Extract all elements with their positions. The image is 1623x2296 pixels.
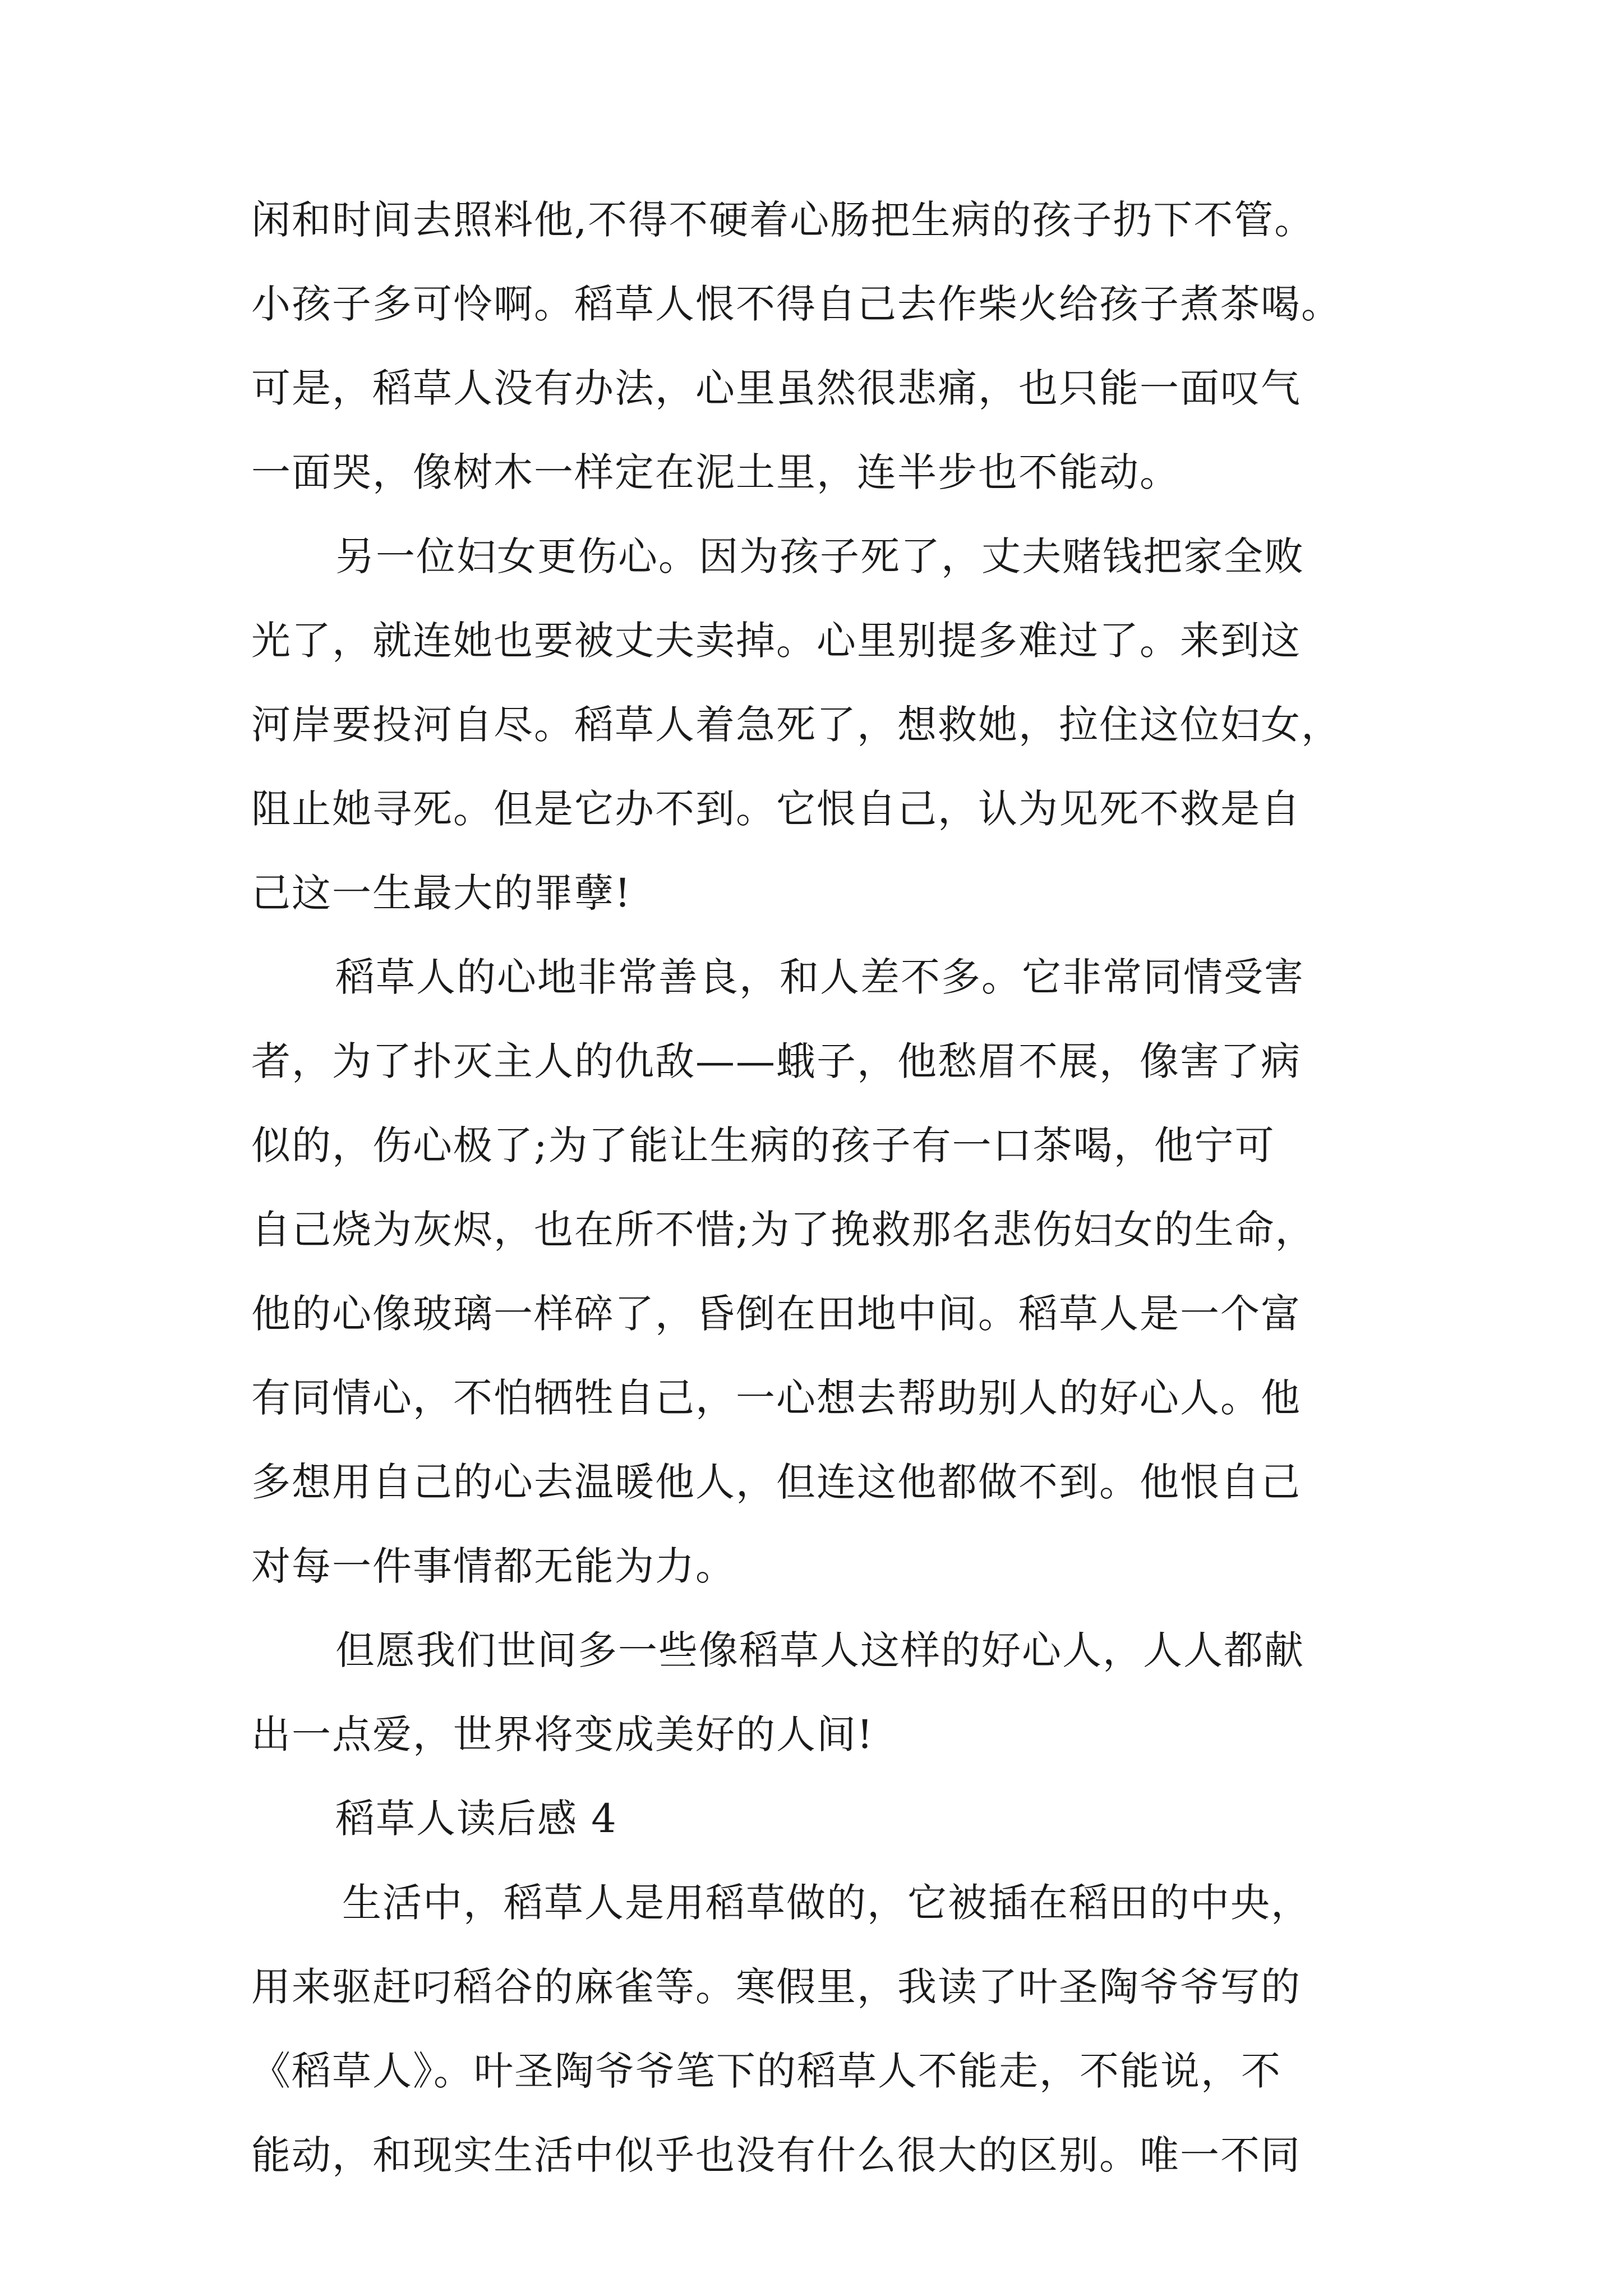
text-line: 阻止她寻死。但是它办不到。它恨自己，认为见死不救是自 xyxy=(251,786,1301,832)
text-line: 能动，和现实生活中似乎也没有什么很大的区别。唯一不同 xyxy=(251,2132,1301,2178)
paragraph-first-line: 但愿我们世间多一些像稻草人这样的好心人，人人都献 xyxy=(335,1627,1304,1673)
paragraph-first-line: 稻草人的心地非常善良，和人差不多。它非常同情受害 xyxy=(335,954,1304,1000)
text-line: 自己烧为灰烬，也在所不惜;为了挽救那名悲伤妇女的生命， xyxy=(251,1207,1316,1253)
text-line: 对每一件事情都无能为力。 xyxy=(251,1543,736,1589)
text-line: 出一点爱，世界将变成美好的人间! xyxy=(251,1711,874,1757)
text-line: 有同情心，不怕牺牲自己，一心想去帮助别人的好心人。他 xyxy=(251,1375,1301,1421)
section-heading: 稻草人读后感 4 xyxy=(335,1796,617,1842)
text-line: 一面哭，像树木一样定在泥土里，连半步也不能动。 xyxy=(251,449,1180,495)
text-line: 己这一生最大的罪孽! xyxy=(251,870,632,916)
text-line: 多想用自己的心去温暖他人，但连这他都做不到。他恨自己 xyxy=(251,1459,1301,1505)
text-line: 似的，伤心极了;为了能让生病的孩子有一口茶喝，他宁可 xyxy=(251,1122,1275,1168)
text-line: 《稻草人》。叶圣陶爷爷笔下的稻草人不能走，不能说，不 xyxy=(251,2048,1281,2094)
text-line: 小孩子多可怜啊。稻草人恨不得自己去作柴火给孩子煮茶喝。 xyxy=(251,281,1341,327)
text-line: 可是，稻草人没有办法，心里虽然很悲痛，也只能一面叹气 xyxy=(251,365,1301,411)
text-line: 者，为了扑灭主人的仇敌——蛾子，他愁眉不展，像害了病 xyxy=(251,1038,1301,1084)
text-line: 光了，就连她也要被丈夫卖掉。心里别提多难过了。来到这 xyxy=(251,618,1301,664)
text-line: 闲和时间去照料他,不得不硬着心肠把生病的孩子扔下不管。 xyxy=(251,197,1315,243)
paragraph-first-line: 另一位妇女更伤心。因为孩子死了，丈夫赌钱把家全败 xyxy=(335,533,1304,579)
text-line: 河岸要投河自尽。稻草人着急死了，想救她，拉住这位妇女， xyxy=(251,702,1341,748)
paragraph-first-line: 生活中，稻草人是用稻草做的，它被插在稻田的中央， xyxy=(342,1880,1311,1926)
text-line: 他的心像玻璃一样碎了，昏倒在田地中间。稻草人是一个富 xyxy=(251,1291,1301,1337)
text-line: 用来驱赶叼稻谷的麻雀等。寒假里，我读了叶圣陶爷爷写的 xyxy=(251,1964,1301,2010)
